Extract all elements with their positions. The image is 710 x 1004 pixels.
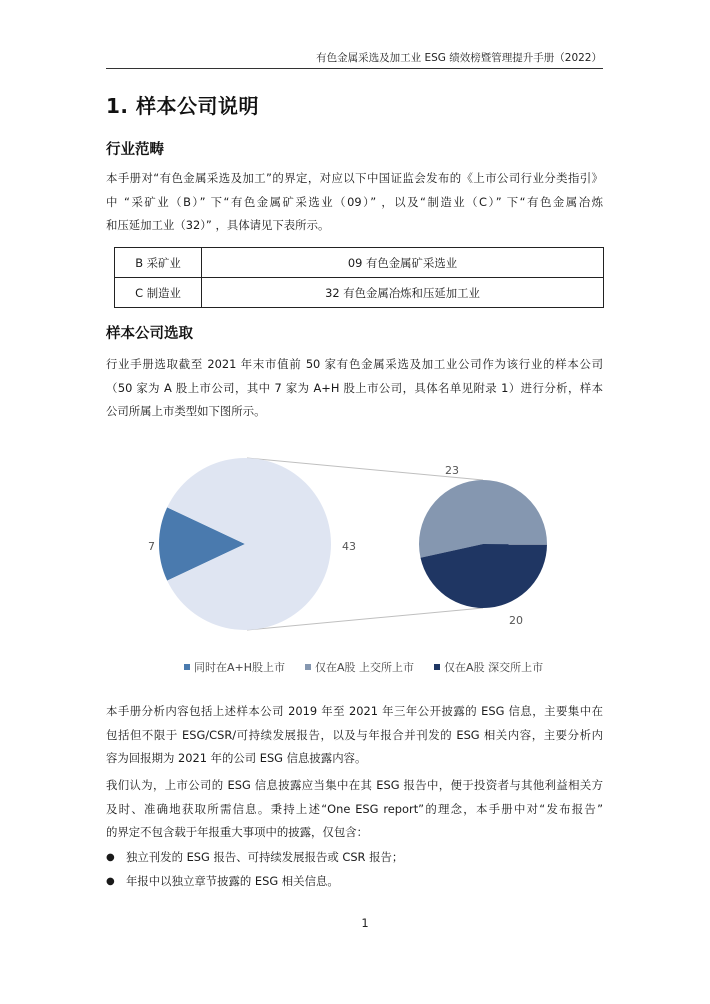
sample-paragraph <box>106 353 603 424</box>
chart-legend <box>184 659 544 675</box>
bullet-list <box>106 845 603 893</box>
industry-heading: 行业范畴 <box>106 142 164 158</box>
text-line: 本手册分析内容包括上述样本公司 2019 年至 2021 年三年公开披露的 ESG 信息，主要集中在 <box>106 704 603 718</box>
text-line: 中 “采矿业（B）” 下“有色金属矿采选业（09）” ，以及“制造业（C）” 下“有色金属冶炼 <box>106 194 603 209</box>
pie-of-pie-chart <box>0 440 710 690</box>
table-cell: 09 有色金属矿采选业 <box>202 248 604 278</box>
bullet-text: 年报中以独立章节披露的 ESG 相关信息。 <box>126 874 339 888</box>
bullet-icon: ● <box>106 851 115 863</box>
table-cell: B 采矿业 <box>115 248 202 278</box>
table-cell: C 制造业 <box>115 278 202 308</box>
header-divider <box>106 68 603 69</box>
table-cell: 32 有色金属冶炼和压延加工业 <box>202 278 604 308</box>
list-item <box>106 869 603 893</box>
legend-label: 仅在A股 深交所上市 <box>444 661 544 674</box>
chart-svg <box>0 440 710 690</box>
bullet-text: 独立刊发的 ESG 报告、可持续发展报告或 CSR 报告； <box>126 850 404 864</box>
table-row <box>115 278 604 308</box>
section-title: 1. 样本公司说明 <box>106 94 259 118</box>
text-line: 及时、准确地获取所需信息。秉持上述“One ESG report”的理念，本手册中对“发布报告” <box>106 801 603 816</box>
industry-paragraph <box>106 167 603 238</box>
data-label-a-only: 43 <box>342 540 356 553</box>
legend-item <box>434 659 543 675</box>
legend-item <box>184 659 285 675</box>
analysis-paragraph-2 <box>106 774 603 845</box>
text-line: 包括但不限于 ESG/CSR/可持续发展报告，以及与年报合并刊发的 ESG 相关内容，主要分析内 <box>106 727 603 742</box>
text-line: 的界定不包含载于年报重大事项中的披露，仅包含： <box>106 825 368 839</box>
text-line: 行业手册选取截至 2021 年末市值前 50 家有色金属采选及加工业公司作为该行业的样本公司 <box>106 357 603 371</box>
sample-heading: 样本公司选取 <box>106 326 193 342</box>
legend-item <box>305 659 414 675</box>
legend-swatch <box>305 664 311 670</box>
pie-slice-shenzhen <box>420 544 547 608</box>
data-label-shanghai: 23 <box>445 464 459 477</box>
text-line: 本手册对“有色金属采选及加工”的界定，对应以下中国证监会发布的《上市公司行业分类指引》 <box>106 171 603 185</box>
analysis-paragraph-1 <box>106 700 603 771</box>
industry-table <box>114 247 604 308</box>
running-header: 有色金属采选及加工业 ESG 绩效榜暨管理提升手册（2022） <box>316 52 602 64</box>
text-line: 容为回报期为 2021 年的公司 ESG 信息披露内容。 <box>106 751 367 765</box>
legend-swatch <box>434 664 440 670</box>
legend-label: 同时在A+H股上市 <box>194 661 286 674</box>
table-row <box>115 248 604 278</box>
legend-label: 仅在A股 上交所上市 <box>315 661 415 674</box>
text-line: 我们认为，上市公司的 ESG 信息披露应当集中在其 ESG 报告中，便于投资者与其他利益相关方 <box>106 778 603 792</box>
page-number: 1 <box>361 916 369 930</box>
text-line: （50 家为 A 股上市公司，其中 7 家为 A+H 股上市公司，具体名单见附录 1）进行分析，样本 <box>106 380 603 395</box>
list-item <box>106 845 603 869</box>
text-line: 和压延加工业（32）” ，具体请见下表所示。 <box>106 218 330 232</box>
text-line: 公司所属上市类型如下图所示。 <box>106 404 266 418</box>
legend-swatch <box>184 664 190 670</box>
data-label-a-h: 7 <box>148 540 155 553</box>
data-label-shenzhen: 20 <box>509 614 523 627</box>
bullet-icon: ● <box>106 875 115 887</box>
